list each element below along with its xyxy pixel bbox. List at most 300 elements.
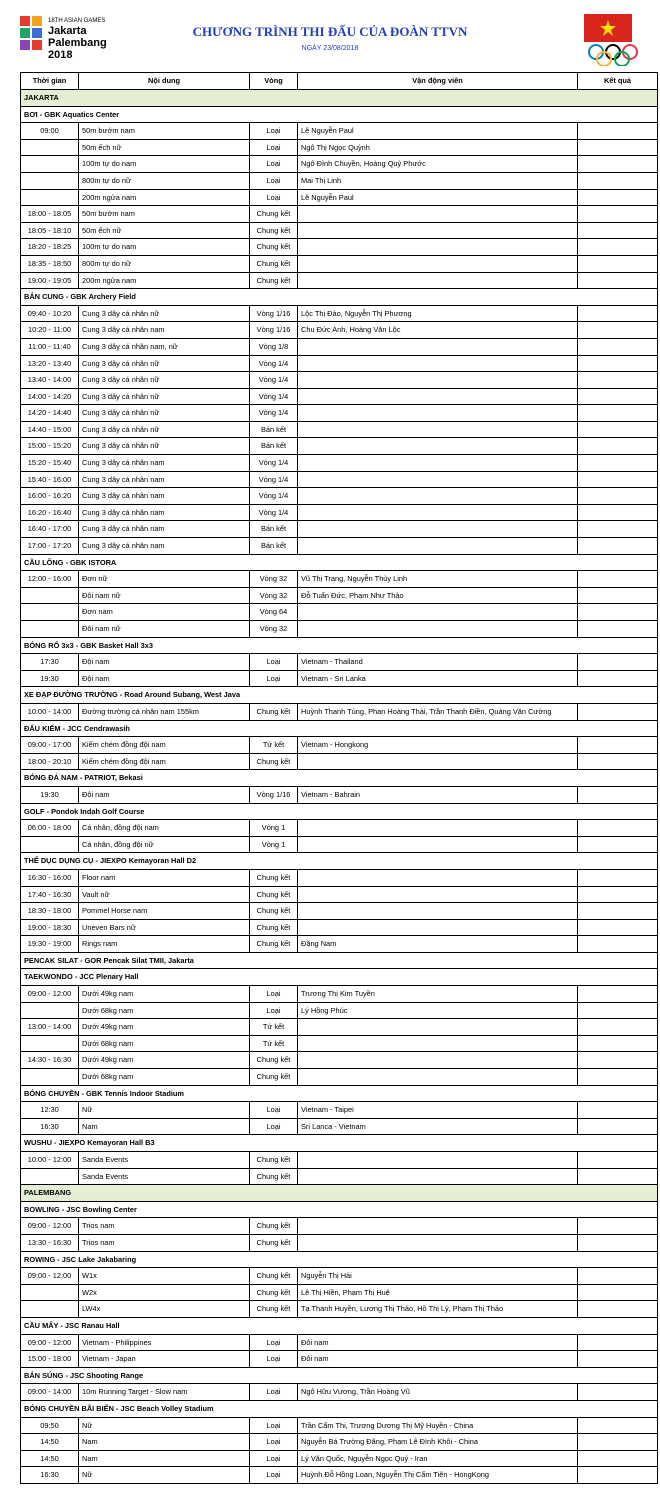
time-cell (21, 1002, 79, 1019)
table-row (21, 1035, 658, 1052)
event-cell: Cung 3 dây cá nhân nam (79, 521, 250, 538)
athletes-cell (298, 355, 578, 372)
athletes-cell (298, 272, 578, 289)
table-row (21, 936, 658, 953)
table-row (21, 1284, 658, 1301)
venue-row (21, 720, 658, 737)
round-cell: Loại (250, 123, 298, 140)
event-cell: Đường trường cá nhân nam 155km (79, 703, 250, 720)
event-cell: 800m tự do nữ (79, 172, 250, 189)
table-row (21, 305, 658, 322)
event-cell: Vault nữ (79, 886, 250, 903)
time-cell: 14:00 - 14:20 (21, 388, 79, 405)
event-cell: Cung 3 dây cá nhân nữ (79, 372, 250, 389)
table-row (21, 1384, 658, 1401)
time-cell: 13:20 - 13:40 (21, 355, 79, 372)
athletes-cell: Đặng Nam (298, 936, 578, 953)
time-cell: 09:00 - 12:00 (21, 986, 79, 1003)
event-cell: Floor nam (79, 869, 250, 886)
event-cell: Cung 3 dây cá nhân nữ (79, 305, 250, 322)
event-cell: Cung 3 dây cá nhân nam (79, 488, 250, 505)
asian-games-logo (18, 10, 118, 64)
round-cell: Loại (250, 139, 298, 156)
time-cell (21, 1284, 79, 1301)
table-row (21, 239, 658, 256)
round-cell: Chung kết (250, 936, 298, 953)
event-cell: Cung 3 dây cá nhân nam (79, 471, 250, 488)
round-cell: Chung kết (250, 222, 298, 239)
round-cell: Vòng 64 (250, 604, 298, 621)
table-row (21, 786, 658, 803)
venue-label: PENCAK SILAT - GOR Pencak Silat TMII, Jakarta (21, 952, 658, 969)
result-cell (578, 206, 658, 223)
result-cell (578, 919, 658, 936)
table-row (21, 820, 658, 837)
athletes-cell: Đôi nam (298, 1334, 578, 1351)
table-row (21, 438, 658, 455)
table-row (21, 1019, 658, 1036)
athletes-cell (298, 421, 578, 438)
venue-row (21, 554, 658, 571)
venue-row (21, 1251, 658, 1268)
table-row (21, 1434, 658, 1451)
event-cell: LW4x (79, 1301, 250, 1318)
venue-label: THỂ DỤC DỤNG CỤ - JIEXPO Kemayoran Hall D2 (21, 853, 658, 870)
event-cell: Nữ (79, 1102, 250, 1119)
athletes-cell: Lộc Thị Đào, Nguyễn Thị Phương (298, 305, 578, 322)
event-cell: Dưới 68kg nam (79, 1035, 250, 1052)
athletes-cell (298, 1052, 578, 1069)
region-row (21, 1185, 658, 1202)
athletes-cell: Lê Thị Hiền, Phạm Thị Huệ (298, 1284, 578, 1301)
table-row (21, 156, 658, 173)
time-cell: 16:40 - 17:00 (21, 521, 79, 538)
result-cell (578, 1052, 658, 1069)
table-row (21, 139, 658, 156)
event-cell: Đôi nam nữ (79, 621, 250, 638)
result-cell (578, 372, 658, 389)
athletes-cell (298, 405, 578, 422)
event-cell: Uneven Bars nữ (79, 919, 250, 936)
athletes-cell (298, 239, 578, 256)
round-cell: Bán kết (250, 521, 298, 538)
round-cell: Loại (250, 1434, 298, 1451)
round-cell: Chung kết (250, 1268, 298, 1285)
athletes-cell (298, 504, 578, 521)
table-row (21, 836, 658, 853)
venue-label: BẮN SÚNG - JSC Shooting Range (21, 1367, 658, 1384)
athletes-cell (298, 372, 578, 389)
round-cell: Tứ kết (250, 1019, 298, 1036)
round-cell: Vòng 1/4 (250, 471, 298, 488)
athletes-cell (298, 919, 578, 936)
page-date: NGÀY 23/08/2018 (301, 45, 359, 52)
athletes-cell: Vietnam - Hongkong (298, 737, 578, 754)
result-cell (578, 986, 658, 1003)
result-cell (578, 388, 658, 405)
athletes-cell: Mai Thị Linh (298, 172, 578, 189)
round-cell: Vòng 1/4 (250, 372, 298, 389)
athletes-cell (298, 438, 578, 455)
time-cell: 15:00 - 18:00 (21, 1351, 79, 1368)
table-row (21, 455, 658, 472)
result-cell (578, 670, 658, 687)
venue-label: CẦU LÔNG - GBK ISTORA (21, 554, 658, 571)
athletes-cell (298, 1234, 578, 1251)
venue-label: BÓNG CHUYỀN - GBK Tennis Indoor Stadium (21, 1085, 658, 1102)
table-row (21, 1168, 658, 1185)
venue-label: BÓNG RỔ 3x3 - GBK Basket Hall 3x3 (21, 637, 658, 654)
event-cell: Cung 3 dây cá nhân nữ (79, 405, 250, 422)
round-cell: Vòng 32 (250, 587, 298, 604)
col-header-event: Nội dung (79, 73, 250, 90)
venue-label: ROWING - JSC Lake Jakabaring (21, 1251, 658, 1268)
round-cell: Chung kết (250, 1168, 298, 1185)
table-row (21, 886, 658, 903)
result-cell (578, 488, 658, 505)
region-label: JAKARTA (21, 90, 658, 107)
time-cell (21, 172, 79, 189)
result-cell (578, 538, 658, 555)
event-cell: Cung 3 dây cá nhân nữ (79, 388, 250, 405)
round-cell: Chung kết (250, 1052, 298, 1069)
athletes-cell (298, 1069, 578, 1086)
event-cell: Pommel Horse nam (79, 903, 250, 920)
table-row (21, 1102, 658, 1119)
result-cell (578, 156, 658, 173)
athletes-cell: Nguyễn Thị Hải (298, 1268, 578, 1285)
table-row (21, 1467, 658, 1484)
athletes-cell (298, 1168, 578, 1185)
event-cell: Vietnam - Philippines (79, 1334, 250, 1351)
athletes-cell: Vũ Thị Trang, Nguyễn Thùy Linh (298, 571, 578, 588)
time-cell: 16:00 - 16:20 (21, 488, 79, 505)
athletes-cell (298, 886, 578, 903)
venue-row (21, 803, 658, 820)
round-cell: Vòng 1 (250, 820, 298, 837)
table-row (21, 222, 658, 239)
time-cell: 10:20 - 11:00 (21, 322, 79, 339)
venue-row (21, 1085, 658, 1102)
athletes-cell (298, 820, 578, 837)
event-cell: 800m tự do nữ (79, 255, 250, 272)
athletes-cell (298, 621, 578, 638)
result-cell (578, 1334, 658, 1351)
time-cell: 18:30 - 18:00 (21, 903, 79, 920)
time-cell: 12:00 - 16:00 (21, 571, 79, 588)
result-cell (578, 421, 658, 438)
table-row (21, 504, 658, 521)
time-cell: 13:40 - 14:00 (21, 372, 79, 389)
time-cell (21, 587, 79, 604)
athletes-cell (298, 903, 578, 920)
result-cell (578, 471, 658, 488)
venue-label: GOLF - Pondok Indah Golf Course (21, 803, 658, 820)
venue-row (21, 969, 658, 986)
round-cell: Loại (250, 1467, 298, 1484)
round-cell: Chung kết (250, 753, 298, 770)
result-cell (578, 737, 658, 754)
result-cell (578, 1168, 658, 1185)
round-cell: Loại (250, 654, 298, 671)
event-cell: W1x (79, 1268, 250, 1285)
table-row (21, 737, 658, 754)
athletes-cell: Đỗ Tuấn Đức, Phạm Như Thảo (298, 587, 578, 604)
result-cell (578, 869, 658, 886)
round-cell: Loại (250, 1384, 298, 1401)
time-cell: 15:20 - 15:40 (21, 455, 79, 472)
event-cell: 50m bướm nam (79, 206, 250, 223)
round-cell: Loại (250, 1118, 298, 1135)
time-cell: 18:35 - 18:50 (21, 255, 79, 272)
round-cell: Chung kết (250, 886, 298, 903)
venue-label: BOWLING - JSC Bowling Center (21, 1201, 658, 1218)
event-cell: Kiếm chém đồng đội nam (79, 753, 250, 770)
logo-palembang: Palembang (48, 37, 107, 49)
result-cell (578, 1002, 658, 1019)
venue-label: BƠI - GBK Aquatics Center (21, 106, 658, 123)
time-cell (21, 1035, 79, 1052)
event-cell: 200m ngửa nam (79, 272, 250, 289)
athletes-cell (298, 521, 578, 538)
athletes-cell (298, 538, 578, 555)
athletes-cell: Đôi nam (298, 1351, 578, 1368)
table-row (21, 1002, 658, 1019)
round-cell: Vòng 1 (250, 836, 298, 853)
olympic-committee-flag-icon (582, 12, 648, 66)
athletes-cell (298, 222, 578, 239)
result-cell (578, 322, 658, 339)
result-cell (578, 703, 658, 720)
table-row (21, 1118, 658, 1135)
round-cell: Chung kết (250, 239, 298, 256)
venue-row (21, 1400, 658, 1417)
table-row (21, 654, 658, 671)
table-row (21, 1218, 658, 1235)
time-cell: 09:00 - 14:00 (21, 1384, 79, 1401)
result-cell (578, 587, 658, 604)
athletes-cell (298, 1035, 578, 1052)
time-cell: 09:00 - 12:00 (21, 1334, 79, 1351)
time-cell: 17:40 - 16:30 (21, 886, 79, 903)
round-cell: Loại (250, 986, 298, 1003)
time-cell: 11:00 - 11:40 (21, 338, 79, 355)
round-cell: Vòng 1/4 (250, 504, 298, 521)
round-cell: Tứ kết (250, 1035, 298, 1052)
round-cell: Vòng 1/4 (250, 355, 298, 372)
venue-label: BÓNG ĐÁ NAM - PATRIOT, Bekasi (21, 770, 658, 787)
athletes-cell: Sri Lanca - Vietnam (298, 1118, 578, 1135)
athletes-cell (298, 488, 578, 505)
round-cell: Vòng 1/8 (250, 338, 298, 355)
athletes-cell (298, 471, 578, 488)
athletes-cell (298, 388, 578, 405)
athletes-cell: Vietnam - Thailand (298, 654, 578, 671)
table-row (21, 372, 658, 389)
event-cell: Dưới 49kg nam (79, 1052, 250, 1069)
venue-row (21, 952, 658, 969)
venue-label: WUSHU - JIEXPO Kemayoran Hall B3 (21, 1135, 658, 1152)
result-cell (578, 936, 658, 953)
round-cell: Chung kết (250, 1069, 298, 1086)
table-row (21, 355, 658, 372)
table-row (21, 621, 658, 638)
table-row (21, 488, 658, 505)
athletes-cell (298, 338, 578, 355)
table-row (21, 322, 658, 339)
result-cell (578, 1434, 658, 1451)
event-cell: Cung 3 dây cá nhân nam (79, 538, 250, 555)
time-cell (21, 604, 79, 621)
venue-row (21, 853, 658, 870)
result-cell (578, 903, 658, 920)
event-cell: 100m tự do nam (79, 156, 250, 173)
round-cell: Loại (250, 1351, 298, 1368)
athletes-cell: Huỳnh Thanh Tùng, Phan Hoàng Thái, Trần Thanh Điền, Quàng Văn Cường (298, 703, 578, 720)
athletes-cell (298, 604, 578, 621)
round-cell: Bán kết (250, 421, 298, 438)
time-cell: 18:05 - 18:10 (21, 222, 79, 239)
athletes-cell: Trương Thị Kim Tuyền (298, 986, 578, 1003)
event-cell: Nam (79, 1118, 250, 1135)
time-cell: 14:20 - 14:40 (21, 405, 79, 422)
event-cell: 50m bướm nam (79, 123, 250, 140)
event-cell: Dưới 68kg nam (79, 1069, 250, 1086)
round-cell: Vòng 1/4 (250, 455, 298, 472)
athletes-cell: Vietnam - Taipei (298, 1102, 578, 1119)
result-cell (578, 1234, 658, 1251)
asian-games-emblem-icon (18, 14, 44, 58)
result-cell (578, 604, 658, 621)
time-cell: 14:40 - 15:00 (21, 421, 79, 438)
result-cell (578, 654, 658, 671)
table-row (21, 1417, 658, 1434)
table-row (21, 1268, 658, 1285)
time-cell (21, 189, 79, 206)
athletes-cell: Ngô Hữu Vương, Trần Hoàng Vũ (298, 1384, 578, 1401)
round-cell: Bán kết (250, 438, 298, 455)
time-cell: 19:30 - 19:00 (21, 936, 79, 953)
event-cell: Cung 3 dây cá nhân nữ (79, 355, 250, 372)
result-cell (578, 786, 658, 803)
time-cell: 15:00 - 15:20 (21, 438, 79, 455)
venue-row (21, 687, 658, 704)
round-cell: Loại (250, 1417, 298, 1434)
round-cell: Loại (250, 1450, 298, 1467)
athletes-cell (298, 869, 578, 886)
venue-row (21, 1135, 658, 1152)
venue-row (21, 289, 658, 306)
event-cell: Nam (79, 1450, 250, 1467)
time-cell (21, 139, 79, 156)
athletes-cell (298, 455, 578, 472)
time-cell (21, 836, 79, 853)
event-cell: Đôi nam nữ (79, 587, 250, 604)
event-cell: 200m ngửa nam (79, 189, 250, 206)
venue-label: CẦU MÂY - JSC Ranau Hall (21, 1317, 658, 1334)
event-cell: Cung 3 dây cá nhân nam (79, 322, 250, 339)
time-cell (21, 1301, 79, 1318)
region-row (21, 90, 658, 107)
time-cell: 16:30 (21, 1118, 79, 1135)
round-cell: Chung kết (250, 1284, 298, 1301)
result-cell (578, 504, 658, 521)
time-cell: 16:30 (21, 1467, 79, 1484)
event-cell: Đơn nữ (79, 571, 250, 588)
result-cell (578, 305, 658, 322)
athletes-cell: Lê Nguyễn Paul (298, 123, 578, 140)
col-header-athletes: Vận động viên (298, 73, 578, 90)
table-row (21, 571, 658, 588)
result-cell (578, 621, 658, 638)
time-cell: 19:00 - 18:30 (21, 919, 79, 936)
result-cell (578, 1351, 658, 1368)
event-cell: Đội nam (79, 654, 250, 671)
table-row (21, 521, 658, 538)
athletes-cell (298, 836, 578, 853)
athletes-cell: Chu Đức Anh, Hoàng Văn Lộc (298, 322, 578, 339)
table-row (21, 1351, 658, 1368)
result-cell (578, 1301, 658, 1318)
table-row (21, 1450, 658, 1467)
round-cell: Chung kết (250, 869, 298, 886)
logo-year: 2018 (48, 49, 73, 61)
event-cell: Cung 3 dây cá nhân nữ (79, 438, 250, 455)
event-cell: Cung 3 dây cá nhân nam (79, 504, 250, 521)
athletes-cell: Nguyễn Bá Trường Đăng, Phạm Lê Đình Khôi - China (298, 1434, 578, 1451)
athletes-cell (298, 1019, 578, 1036)
result-cell (578, 886, 658, 903)
athletes-cell: Lê Nguyễn Paul (298, 189, 578, 206)
time-cell: 16:20 - 16:40 (21, 504, 79, 521)
event-cell: Vietnam - Japan (79, 1351, 250, 1368)
round-cell: Loại (250, 156, 298, 173)
athletes-cell (298, 1152, 578, 1169)
table-row (21, 172, 658, 189)
athletes-cell: Huỳnh Đỗ Hồng Loan, Nguyễn Thị Cẩm Tiên - HongKong (298, 1467, 578, 1484)
table-row (21, 421, 658, 438)
result-cell (578, 338, 658, 355)
event-cell: 50m ếch nữ (79, 222, 250, 239)
table-row (21, 919, 658, 936)
event-cell: Dưới 49kg nam (79, 986, 250, 1003)
table-row (21, 703, 658, 720)
result-cell (578, 571, 658, 588)
event-cell: Nữ (79, 1467, 250, 1484)
round-cell: Vòng 1/16 (250, 786, 298, 803)
table-row (21, 338, 658, 355)
document-header (0, 0, 660, 70)
table-row (21, 471, 658, 488)
result-cell (578, 222, 658, 239)
time-cell: 09:00 - 12:00 (21, 1218, 79, 1235)
venue-row (21, 1367, 658, 1384)
time-cell: 15:40 - 16:00 (21, 471, 79, 488)
athletes-cell: Tạ Thanh Huyền, Lương Thị Thảo, Hồ Thị Lý, Phạm Thị Thảo (298, 1301, 578, 1318)
time-cell: 18:00 - 20:10 (21, 753, 79, 770)
result-cell (578, 355, 658, 372)
event-cell: Dưới 68kg nam (79, 1002, 250, 1019)
result-cell (578, 521, 658, 538)
col-header-result: Kết quả (578, 73, 658, 90)
round-cell: Chung kết (250, 703, 298, 720)
table-row (21, 405, 658, 422)
table-row (21, 388, 658, 405)
event-cell: Đội nam (79, 786, 250, 803)
event-cell: Cung 3 dây cá nhân nữ (79, 421, 250, 438)
athletes-cell (298, 255, 578, 272)
time-cell: 06:00 - 18:00 (21, 820, 79, 837)
